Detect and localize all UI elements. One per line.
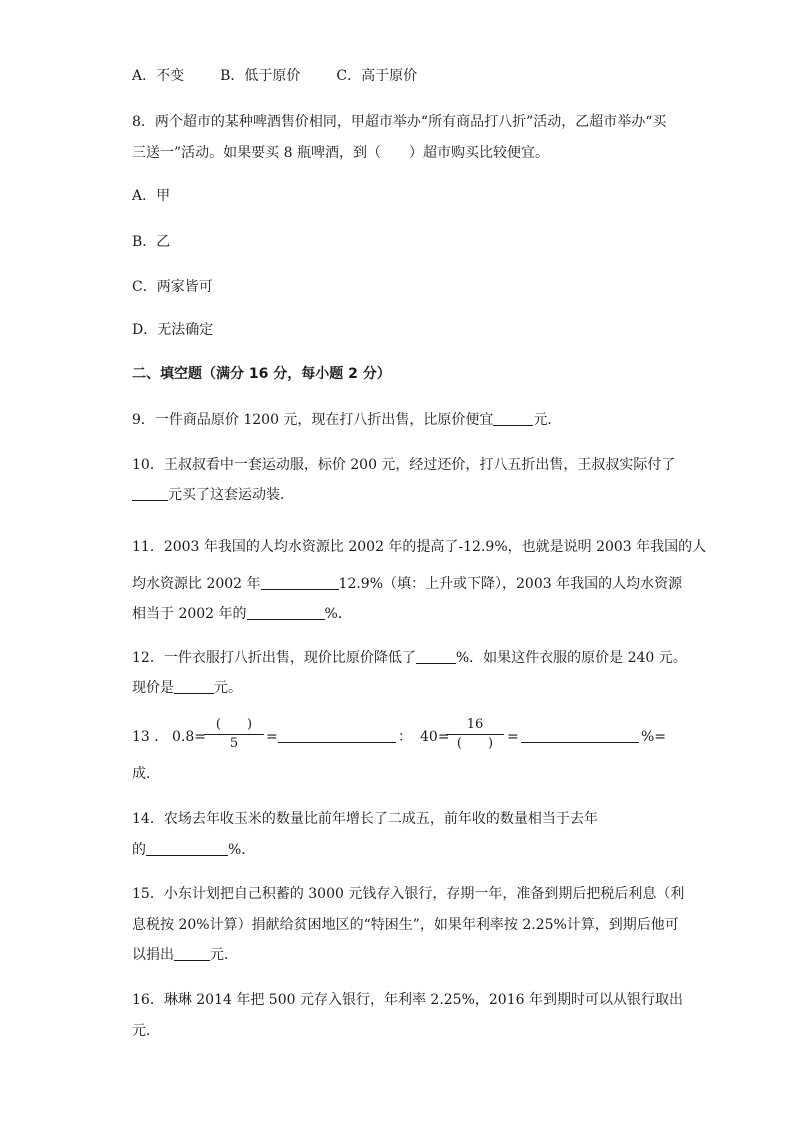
- q11-answer-blank-1[interactable]: [261, 575, 339, 590]
- q12-line1: [132, 648, 687, 668]
- q14-line1: 14．农场去年收玉米的数量比前年增长了二成五，前年收的数量相当于去年: [132, 811, 598, 827]
- q12-text-d: 元。: [214, 680, 242, 696]
- q9-text-before: 9．一件商品原价 1200 元，现在打八折出售，比原价便宜: [132, 412, 494, 428]
- blank[interactable]: [278, 728, 396, 743]
- q13-label: 13 ．: [132, 729, 169, 745]
- q10-line1: 10．王叔叔看中一套运动服，标价 200 元，经过还价，打八五折出售，王叔叔实际付了: [132, 457, 676, 473]
- q11-answer-blank-2[interactable]: [247, 605, 325, 620]
- q15-line2: 息税按 20%计算）捐献给贫困地区的“特困生”，如果年利率按 2.25%计算，到期后他可: [132, 917, 679, 933]
- q13-equals-2: =: [507, 729, 519, 745]
- q7-options: [132, 66, 417, 86]
- q13-fraction-2-numerator: 16: [466, 717, 484, 732]
- q13-fraction-2-denominator[interactable]: ( ): [456, 736, 494, 751]
- q13-equals-1: =: [266, 729, 278, 745]
- q12-answer-blank-1[interactable]: [416, 649, 456, 664]
- q13-text-40: 40=: [420, 729, 450, 745]
- q13-answer-blank-1: [278, 727, 396, 747]
- fraction-bar: [204, 734, 264, 735]
- q12-text-c: 现价是: [132, 680, 174, 696]
- q7-option-a[interactable]: A．不变: [132, 68, 185, 84]
- q7-option-b[interactable]: B．低于原价: [220, 68, 301, 84]
- q13-percent-equals: %=: [641, 729, 667, 745]
- q8-option-b[interactable]: B．乙: [132, 234, 171, 250]
- q13-answer-blank-2: [521, 727, 639, 747]
- q15-text-b: 元．: [210, 947, 238, 963]
- q12-line2: [132, 678, 242, 698]
- q8-option-d[interactable]: D．无法确定: [132, 322, 214, 338]
- q11-text-d: %．: [324, 606, 352, 622]
- q10-text-after: 元买了这套运动装．: [168, 487, 294, 503]
- q15-line3: [132, 945, 238, 965]
- q14-line2: [132, 840, 255, 860]
- section-heading-fill-blank: 二、填空题（满分 16 分，每小题 2 分）: [132, 366, 391, 382]
- q7-option-c[interactable]: C．高于原价: [336, 68, 418, 84]
- q11-line3: [132, 604, 352, 624]
- q11-line1: 11．2003 年我国的人均水资源比 2002 年的提高了-12.9%，也就是说明 2003 年我国的人: [132, 539, 707, 555]
- q8-stem-line2: 三送一”活动。如果要买 8 瓶啤酒，到（ ）超市购买比较便宜。: [132, 145, 549, 161]
- q13-fraction-2: [446, 717, 504, 752]
- q11-text-b: 12.9%（填：上升或下降），2003 年我国的人均水资源: [338, 576, 683, 592]
- q12-answer-blank-2[interactable]: [174, 679, 214, 694]
- q15-line1: 15．小东计划把自己积蓄的 3000 元钱存入银行，存期一年，准备到期后把税后利息（利: [132, 886, 685, 902]
- q8-stem-line1: 8．两个超市的某种啤酒售价相同，甲超市举办“所有商品打八折”活动，乙超市举办“买: [132, 114, 667, 130]
- q16-line2: 元．: [132, 1023, 160, 1039]
- q11-text-c: 相当于 2002 年的: [132, 606, 247, 622]
- q8-option-c[interactable]: C．两家皆可: [132, 279, 213, 295]
- q14-text-a: 的: [132, 842, 146, 858]
- q12-text-b: %．如果这件衣服的原价是 240 元。: [455, 650, 687, 666]
- fraction-bar: [446, 734, 504, 735]
- q8-option-a[interactable]: A．甲: [132, 188, 171, 204]
- q11-line2: [132, 574, 682, 594]
- q9-text-after: 元．: [533, 412, 562, 428]
- q13-colon: ：: [398, 729, 412, 745]
- q11-text-a: 均水资源比 2002 年: [132, 576, 261, 592]
- q10-line2: [132, 485, 294, 505]
- q15-text-a: 以捐出: [132, 947, 174, 963]
- q14-text-b: %．: [228, 842, 256, 858]
- q10-answer-blank[interactable]: [132, 486, 168, 501]
- q13-fraction-1-numerator[interactable]: ( ): [215, 717, 253, 732]
- q13-fraction-1: [204, 717, 264, 752]
- q13-line2: 成．: [132, 766, 160, 782]
- q9-line: [132, 410, 561, 430]
- q12-text-a: 12．一件衣服打八折出售，现价比原价降低了: [132, 650, 416, 666]
- blank[interactable]: [521, 728, 639, 743]
- q15-answer-blank[interactable]: [174, 946, 210, 961]
- q9-answer-blank[interactable]: [493, 411, 533, 426]
- q14-answer-blank[interactable]: [146, 841, 228, 856]
- q13-text-0-8: 0.8=: [172, 729, 206, 745]
- q16-line1: 16．琳琳 2014 年把 500 元存入银行，年利率 2.25%，2016 年到期时可以从银行取出: [132, 992, 683, 1008]
- q13-fraction-1-denominator: 5: [229, 736, 239, 751]
